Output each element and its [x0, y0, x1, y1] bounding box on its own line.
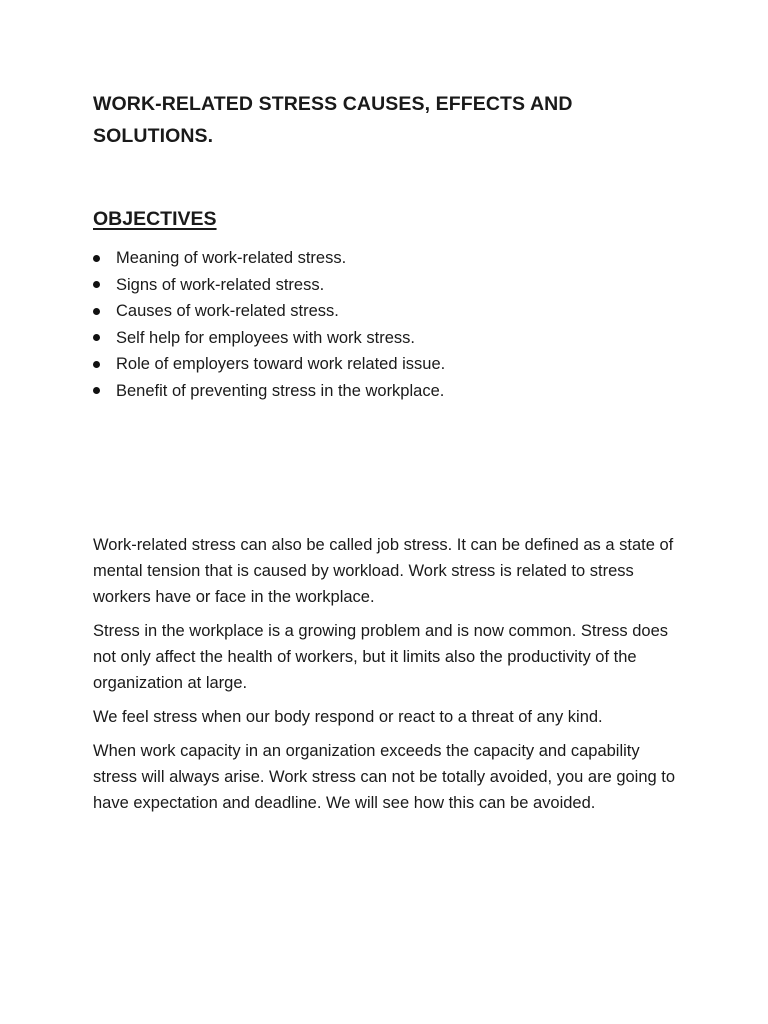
bullet-icon	[93, 255, 100, 262]
bullet-icon	[93, 334, 100, 341]
body-text	[93, 532, 683, 824]
list-item-text: Meaning of work-related stress.	[116, 249, 347, 267]
list-item-text: Benefit of preventing stress in the workplace.	[116, 381, 445, 400]
paragraph: Stress in the workplace is a growing problem and is now common. Stress does not only affect the health of workers, but it limits also the productivity of the organization at large.	[93, 622, 669, 692]
list-item	[93, 325, 445, 352]
list-item	[93, 351, 445, 378]
list-item-text: Signs of work-related stress.	[116, 275, 325, 294]
list-item	[93, 245, 445, 272]
document-title: WORK-RELATED STRESS CAUSES, EFFECTS AND SOLUTIONS.	[93, 93, 573, 147]
bullet-icon	[93, 387, 100, 394]
paragraph: When work capacity in an organization exceeds the capacity and capability stress will always arise. Work stress can not be totally avoided, you are going to have expectation and deadline. We will see how this can be avoided.	[93, 742, 676, 812]
list-item	[93, 298, 445, 325]
list-item	[93, 378, 445, 405]
objectives-list	[93, 245, 445, 404]
list-item-text: Causes of work-related stress.	[116, 302, 339, 320]
bullet-icon	[93, 281, 100, 288]
list-item-text: Role of employers toward work related issue.	[116, 355, 446, 373]
paragraph: We feel stress when our body respond or react to a threat of any kind.	[93, 708, 603, 726]
bullet-icon	[93, 308, 100, 315]
paragraph: Work-related stress can also be called job stress. It can be defined as a state of mental tension that is caused by workload. Work stress is related to stress workers have or face in the workplace.	[93, 536, 674, 606]
list-item	[93, 272, 445, 299]
objectives-heading: OBJECTIVES	[93, 208, 217, 230]
bullet-icon	[93, 361, 100, 368]
list-item-text: Self help for employees with work stress.	[116, 328, 415, 347]
